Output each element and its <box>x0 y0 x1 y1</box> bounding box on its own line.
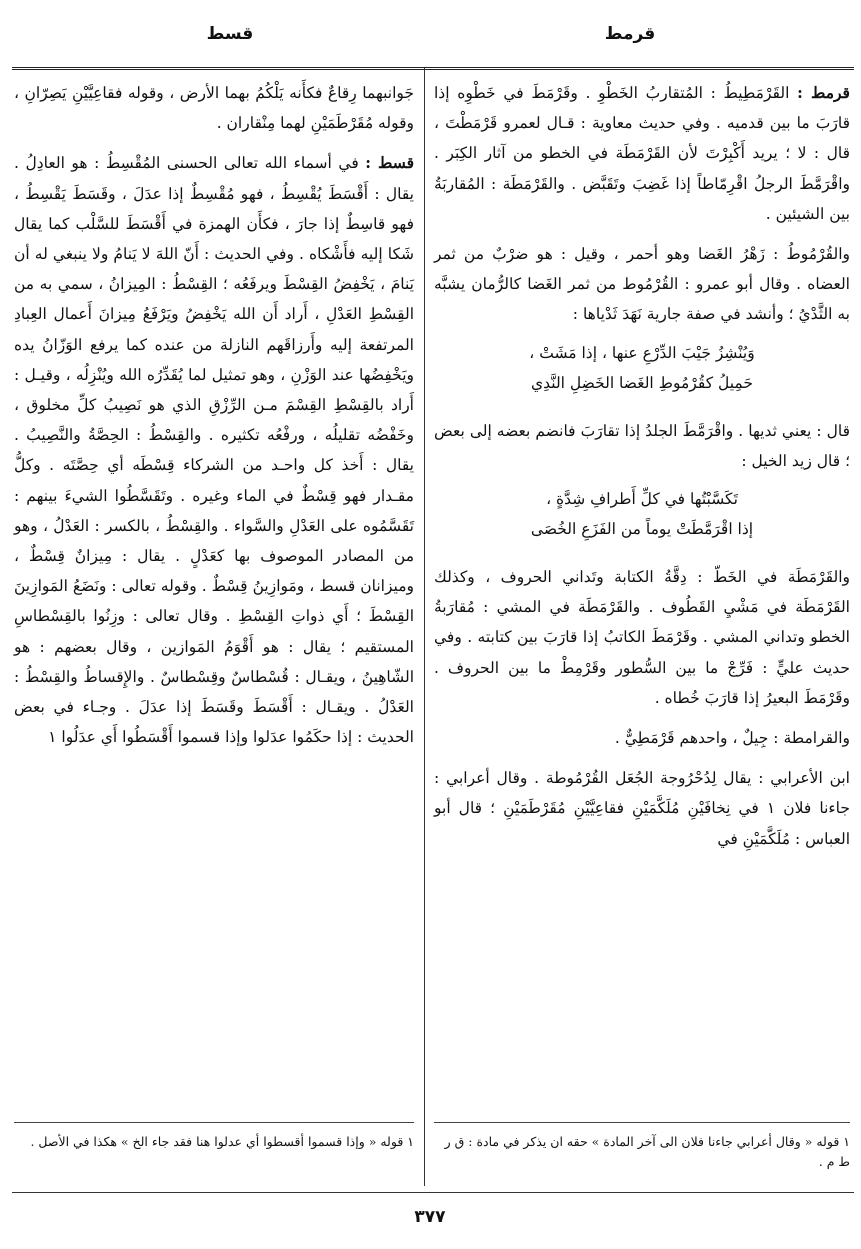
entry-qast <box>14 148 414 752</box>
paragraph: جَوانبهما رِقاعٌ فكأَنه يَلْكُمُ بهما الأرض ، وقوله فقاعِيَّيْنِ يَصِرّانِ ، وقوله مُقَرْطَمَيْنِ لهما مِنْقاران . <box>14 84 414 133</box>
headword-qast: قسط : <box>365 153 414 173</box>
footnote-rule-right <box>434 1122 850 1123</box>
entry-text: في أسماء الله تعالى الحسنى المُقْسِطُ : هو العادِلُ . يقال : أَقْسَطَ يُقْسِطُ ، فهو مُقْسِطٌ إذا عدَلَ ، وقَسَطَ يَقْسِطُ ، فهو قاسِطٌ إذا جارَ ، فكأَن الهمزة في أَقْسَطَ للسَّلْب كما يقال شَكا إليه فأَشْكاه . وفي الحديث : أَنّ اللهَ لا يَنامُ ولا ينبغي له أن يَنامَ ، يَخْفِضُ القِسْطَ ويرفَعُه ؛ القِسْطُ : المِيزانُ ، سمي به من القِسْطِ العَدْلِ ، أَراد أَن الله يَخْفِضُ ويَرْفَعُ مِيزانَ أَعمال العِبادِ المرتفعة إليه وأَرزاقَهم النازلة من عنده كما يرفع الوَزّانُ يده ويَخْفِضُها عند الوَزْنِ ، وهو تمثيل لما يُقَدِّرُه الله ويُنْزِلُه ، وقيـل : أَراد بالقِسْطِ القِسْمَ مـن الرِّزْقِ الذي هو نَصِيبُ كلِّ مخلوق ، وخَفْضُه تقليلُه ، ورفْعُه تكثيره . والقِسْطُ : الحِصَّةُ والنَّصِيبُ . يقال : أَخذ كل واحـد من الشركاء قِسْطَه أي حِصَّتَه . وكلُّ مقـدار فهو قِسْطٌ في الماء وغيره . وتَقَسَّطُوا الشيءَ بينهم : تَقَسَّمُوه على العَدْلِ والسَّواء . والقِسْطُ ، بالكسر : العَدْلُ ، وهو من المصادر الموصوف بها كعَدْلٍ . يقال : مِيزانٌ قِسْطٌ ، وميزانان قسط ، ومَوازِينُ قِسْطٌ . وقوله تعالى : ونَضَعُ المَوازِينَ القِسْطَ ؛ أَي ذواتِ القِسْطِ . وقال تعالى : وزِنُوا بالقِسْطاسِ المستقيم ؛ يقال : هو أَقْوَمُ المَوازين ، وقال بعضهم : هو الشّاهِينُ ، ويقـال : قُسْطاسٌ وقِسْطاسٌ . والإِقساطُ والقِسْطُ : العَدْلُ . ويقـال : أَقْسَطَ وقَسَطَ إذا عدَلَ . وجـاء في بعض الحديث : إذا حكَمُوا عدَلوا وإذا قسموا أَقْسَطُوا أَي عدَلُوا ١ <box>14 154 414 747</box>
footnote-rule-left <box>14 1122 414 1123</box>
right-column <box>434 78 850 854</box>
running-header-left: قسط <box>206 24 254 44</box>
column-divider <box>424 68 425 1186</box>
headword-qarmat: قرمط : <box>797 83 850 102</box>
verse-1 <box>434 338 850 398</box>
left-column <box>14 78 414 752</box>
footnote-left: ١ قوله « وإذا قسموا أقسطوا أي عدلوا هنا فقد جاء الخ » هكذا في الأصل . <box>30 1134 414 1149</box>
footer-rule <box>12 1192 854 1193</box>
paragraph: قال : يعني ثديها . واقْرَمَّطَ الجلدُ إذا تقارَبَ فانضم بعضه إلى بعض ؛ قال زيد الخيل : <box>434 421 850 470</box>
verse-line: تَكَسَّبْتُها في كلِّ أَطرافِ شِدَّةٍ ، <box>546 490 738 509</box>
paragraph: والقرامطة : جِيلٌ ، واحدهم قَرْمَطِيٌّ . <box>614 729 850 748</box>
verse-line: وَيُنْشِزُ جَيْبَ الدِّرْعِ عنها ، إذا مَشَتْ ، <box>529 343 755 362</box>
entry-text: القَرْمَطِيطُ : المُتقاربُ الخَطْوِ . وقَرْمَطَ في خَطْوِه إذا قارَبَ ما بين قدميه . وفي حديث معاوية : قـال لعمرو قَرْمَطْتَ ، قال : لا ؛ يريد أَكْبِرْتَ لأن القَرْمَطَة في الخطو من آثار الكِبَر . واقْرَمَّطَ الرجلُ اقْرِمّاطاً إذا غَضِبَ وتَقَبَّض . والقَرْمَطَة : المُقاربَةُ بين الشيئين . <box>434 84 850 223</box>
verse-line: إذا اقْرَمَّطَتْ يوماً من الفَزَعِ الخُصَى <box>530 520 754 539</box>
paragraph: والقَرْمَطَة في الخَطّ : دِقَّةُ الكتابة وتَداني الحروف ، وكذلك القَرْمَطَة في مَشْيِ القَطُوف . والقَرْمَطَة في المشي : مُقارَبةُ الخطو وتداني المشي . وقَرْمَطَ الكاتبُ إذا قارَبَ بين كتابته . وفي حديث عليٍّ : فَرِّجْ ما بين السُّطور وقَرْمِطْ ما بين الحروف . وقَرْمَطَ البعيرُ إذا قارَبَ خُطاه . <box>434 568 850 707</box>
verse-2 <box>434 484 850 544</box>
entry-qarmat <box>434 78 850 229</box>
verse-line: حَمِيلُ كقُرْمُوطِ الغَضا الخَضِلِ النَّدِي <box>531 373 753 392</box>
page-number: ٣٧٧ <box>414 1207 446 1227</box>
paragraph: ابن الأعرابي : يقال لِدُحْرُوجة الجُعَل القُرْمُوطة . وقال أعرابي : جاءنا فلان ١ في نِخافَيْنِ مُلَكَّمَيْنِ فقاعِيَّيْنِ مُقَرْطَمَيْنِ ؛ قال أبو العباس : مُلَكَّمَيْنِ في <box>434 769 850 848</box>
paragraph: والقُرْمُوطُ : زَهْرُ الغَضا وهو أحمر ، وقيل : هو ضرْبٌ من ثمر العضاه . وقال أبو عمرو : القُرْمُوط من ثمر الغَضا كالرُّمان يشبَّه به الثَّدْيُ ؛ وأنشد في صفة جارية نَهَدَ ثَدْياها : <box>434 245 850 324</box>
running-header-right: قرمط <box>604 24 656 44</box>
header-rule <box>12 67 854 70</box>
footnote-right: ١ قوله « وقال أعرابي جاءنا فلان الى آخر المادة » حقه ان يذكر في مادة : ق ر ط م . <box>444 1134 850 1169</box>
